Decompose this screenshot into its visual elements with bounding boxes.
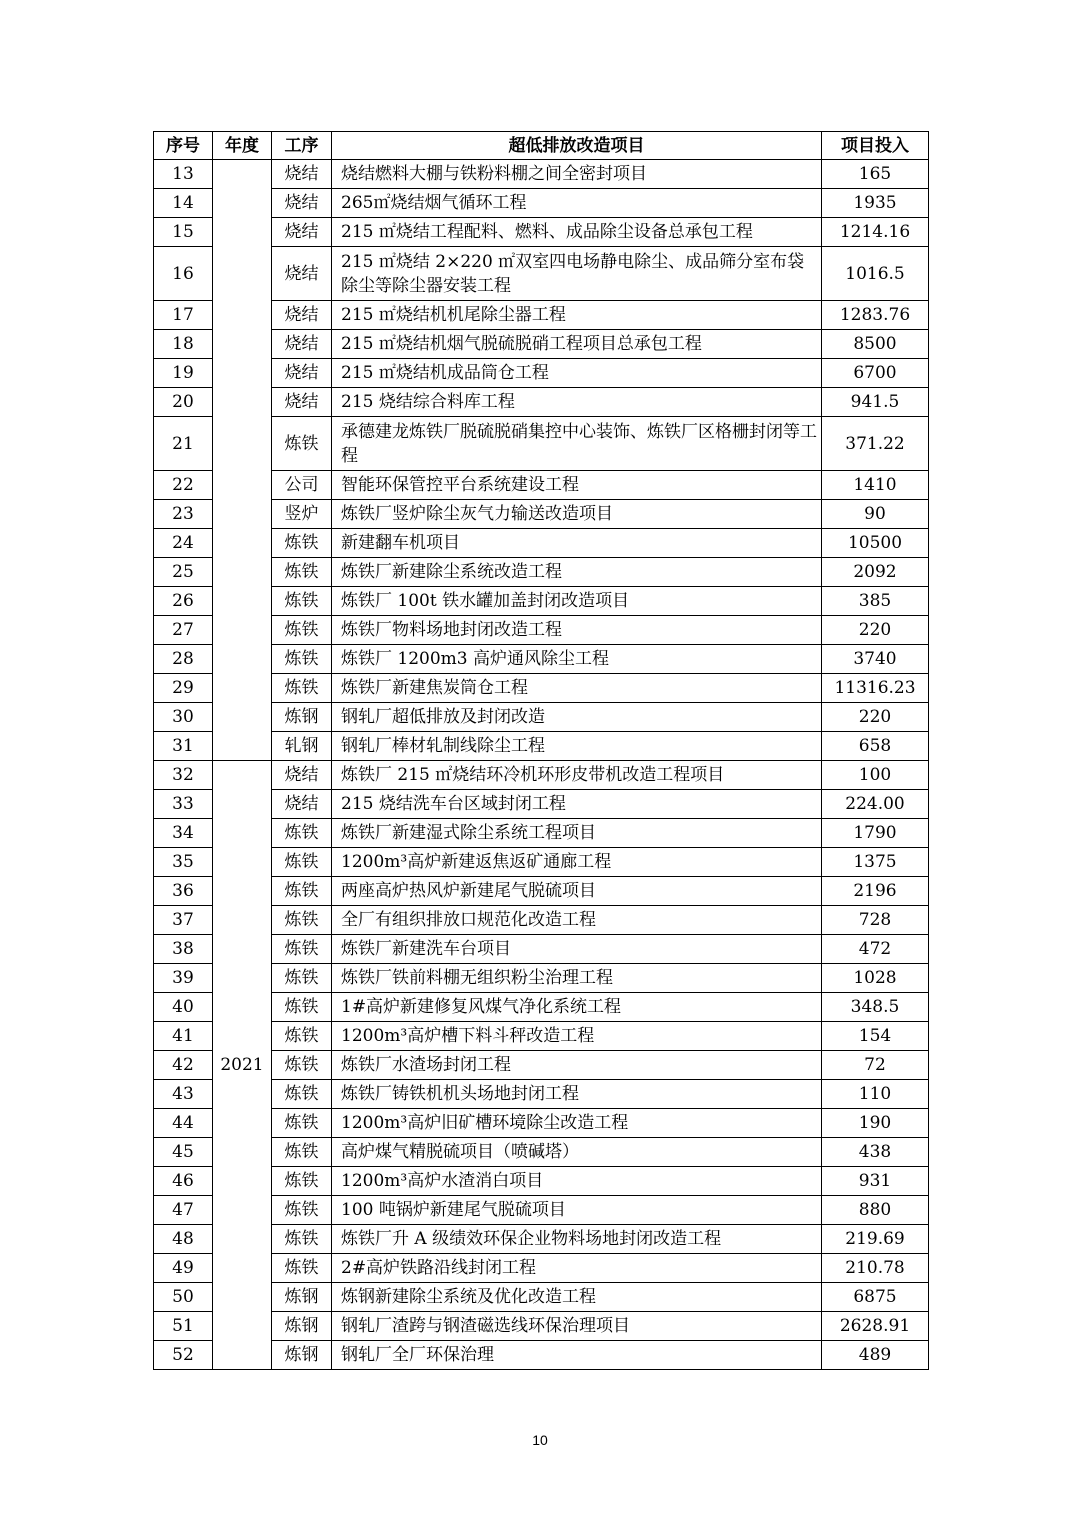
project-name: 智能环保管控平台系统建设工程 (332, 471, 822, 500)
project-name: 1200m³高炉旧矿槽环境除尘改造工程 (332, 1109, 822, 1138)
investment-value: 1016.5 (822, 247, 929, 301)
header-process: 工序 (272, 132, 332, 160)
process-cell: 炼铁 (272, 1080, 332, 1109)
process-cell: 炼铁 (272, 819, 332, 848)
project-name: 炼铁厂铁前料棚无组织粉尘治理工程 (332, 964, 822, 993)
row-number: 37 (154, 906, 213, 935)
row-number: 38 (154, 935, 213, 964)
row-number: 26 (154, 587, 213, 616)
investment-value: 438 (822, 1138, 929, 1167)
row-number: 24 (154, 529, 213, 558)
project-table (153, 131, 929, 1370)
project-name: 215 ㎡烧结机成品筒仓工程 (332, 359, 822, 388)
investment-value: 154 (822, 1022, 929, 1051)
process-cell: 烧结 (272, 388, 332, 417)
process-cell: 炼铁 (272, 1051, 332, 1080)
page-number: 10 (532, 1432, 548, 1448)
investment-value: 6875 (822, 1283, 929, 1312)
investment-value: 11316.23 (822, 674, 929, 703)
process-cell: 炼铁 (272, 645, 332, 674)
investment-value: 8500 (822, 330, 929, 359)
row-number: 43 (154, 1080, 213, 1109)
table-body (154, 160, 929, 1370)
investment-value: 6700 (822, 359, 929, 388)
process-cell: 炼铁 (272, 993, 332, 1022)
process-cell: 炼铁 (272, 1254, 332, 1283)
project-name: 1200m³高炉水渣消白项目 (332, 1167, 822, 1196)
year-cell: 2021 (213, 761, 272, 1370)
project-name: 烧结燃料大棚与铁粉料棚之间全密封项目 (332, 160, 822, 189)
project-name: 100 吨锅炉新建尾气脱硫项目 (332, 1196, 822, 1225)
project-name: 215 烧结综合料库工程 (332, 388, 822, 417)
project-name: 1#高炉新建修复风煤气净化系统工程 (332, 993, 822, 1022)
row-number: 23 (154, 500, 213, 529)
investment-value: 10500 (822, 529, 929, 558)
investment-value: 1283.76 (822, 301, 929, 330)
project-name: 炼铁厂 100t 铁水罐加盖封闭改造项目 (332, 587, 822, 616)
project-name: 炼铁厂 215 ㎡烧结环冷机环形皮带机改造工程项目 (332, 761, 822, 790)
investment-value: 1375 (822, 848, 929, 877)
process-cell: 烧结 (272, 790, 332, 819)
project-name: 215 ㎡烧结机烟气脱硫脱硝工程项目总承包工程 (332, 330, 822, 359)
investment-value: 658 (822, 732, 929, 761)
process-cell: 烧结 (272, 218, 332, 247)
process-cell: 炼铁 (272, 417, 332, 471)
row-number: 48 (154, 1225, 213, 1254)
project-name: 钢轧厂棒材轧制线除尘工程 (332, 732, 822, 761)
process-cell: 烧结 (272, 301, 332, 330)
row-number: 20 (154, 388, 213, 417)
row-number: 22 (154, 471, 213, 500)
project-name: 炼铁厂新建洗车台项目 (332, 935, 822, 964)
investment-value: 1790 (822, 819, 929, 848)
process-cell: 炼铁 (272, 935, 332, 964)
investment-value: 1028 (822, 964, 929, 993)
row-number: 17 (154, 301, 213, 330)
investment-value: 110 (822, 1080, 929, 1109)
investment-value: 880 (822, 1196, 929, 1225)
investment-value: 72 (822, 1051, 929, 1080)
process-cell: 公司 (272, 471, 332, 500)
investment-value: 224.00 (822, 790, 929, 819)
row-number: 51 (154, 1312, 213, 1341)
project-name: 全厂有组织排放口规范化改造工程 (332, 906, 822, 935)
process-cell: 炼铁 (272, 1138, 332, 1167)
process-cell: 炼钢 (272, 1312, 332, 1341)
process-cell: 烧结 (272, 160, 332, 189)
row-number: 33 (154, 790, 213, 819)
process-cell: 炼铁 (272, 1196, 332, 1225)
investment-value: 1935 (822, 189, 929, 218)
project-name: 炼铁厂铸铁机机头场地封闭工程 (332, 1080, 822, 1109)
process-cell: 烧结 (272, 359, 332, 388)
row-number: 31 (154, 732, 213, 761)
project-name: 炼铁厂升 A 级绩效环保企业物料场地封闭改造工程 (332, 1225, 822, 1254)
investment-value: 489 (822, 1341, 929, 1370)
project-name: 炼铁厂物料场地封闭改造工程 (332, 616, 822, 645)
project-name: 215 ㎡烧结工程配料、燃料、成品除尘设备总承包工程 (332, 218, 822, 247)
investment-value: 2628.91 (822, 1312, 929, 1341)
process-cell: 炼铁 (272, 848, 332, 877)
row-number: 27 (154, 616, 213, 645)
investment-value: 371.22 (822, 417, 929, 471)
project-name: 1200m³高炉新建返焦返矿通廊工程 (332, 848, 822, 877)
project-name: 2#高炉铁路沿线封闭工程 (332, 1254, 822, 1283)
row-number: 47 (154, 1196, 213, 1225)
project-name: 钢轧厂超低排放及封闭改造 (332, 703, 822, 732)
investment-value: 100 (822, 761, 929, 790)
row-number: 19 (154, 359, 213, 388)
investment-value: 348.5 (822, 993, 929, 1022)
row-number: 13 (154, 160, 213, 189)
process-cell: 烧结 (272, 247, 332, 301)
process-cell: 炼铁 (272, 1022, 332, 1051)
header-project: 超低排放改造项目 (332, 132, 822, 160)
project-name: 1200m³高炉槽下料斗秤改造工程 (332, 1022, 822, 1051)
investment-value: 165 (822, 160, 929, 189)
row-number: 25 (154, 558, 213, 587)
header-investment: 项目投入 (822, 132, 929, 160)
year-cell (213, 160, 272, 761)
project-name: 新建翻车机项目 (332, 529, 822, 558)
process-cell: 烧结 (272, 330, 332, 359)
row-number: 18 (154, 330, 213, 359)
investment-value: 2092 (822, 558, 929, 587)
row-number: 14 (154, 189, 213, 218)
process-cell: 炼钢 (272, 703, 332, 732)
row-number: 46 (154, 1167, 213, 1196)
investment-value: 220 (822, 703, 929, 732)
process-cell: 炼铁 (272, 1109, 332, 1138)
project-name: 承德建龙炼铁厂脱硫脱硝集控中心装饰、炼铁厂区格栅封闭等工程 (332, 417, 822, 471)
project-name: 215 ㎡烧结 2×220 ㎡双室四电场静电除尘、成品筛分室布袋除尘等除尘器安装工程 (332, 247, 822, 301)
project-name: 炼铁厂水渣场封闭工程 (332, 1051, 822, 1080)
project-name: 钢轧厂全厂环保治理 (332, 1341, 822, 1370)
project-name: 265㎡烧结烟气循环工程 (332, 189, 822, 218)
process-cell: 烧结 (272, 189, 332, 218)
process-cell: 炼铁 (272, 1225, 332, 1254)
row-number: 16 (154, 247, 213, 301)
row-number: 42 (154, 1051, 213, 1080)
project-name: 两座高炉热风炉新建尾气脱硫项目 (332, 877, 822, 906)
row-number: 52 (154, 1341, 213, 1370)
table-header-row (154, 132, 929, 160)
row-number: 39 (154, 964, 213, 993)
header-year: 年度 (213, 132, 272, 160)
row-number: 35 (154, 848, 213, 877)
row-number: 29 (154, 674, 213, 703)
investment-value: 90 (822, 500, 929, 529)
process-cell: 轧钢 (272, 732, 332, 761)
investment-value: 941.5 (822, 388, 929, 417)
row-number: 15 (154, 218, 213, 247)
process-cell: 炼铁 (272, 587, 332, 616)
process-cell: 炼铁 (272, 964, 332, 993)
project-name: 215 ㎡烧结机机尾除尘器工程 (332, 301, 822, 330)
process-cell: 炼铁 (272, 877, 332, 906)
row-number: 44 (154, 1109, 213, 1138)
row-number: 50 (154, 1283, 213, 1312)
investment-value: 385 (822, 587, 929, 616)
investment-value: 472 (822, 935, 929, 964)
investment-value: 728 (822, 906, 929, 935)
row-number: 40 (154, 993, 213, 1022)
row-number: 21 (154, 417, 213, 471)
process-cell: 炼铁 (272, 674, 332, 703)
project-name: 炼铁厂新建湿式除尘系统工程项目 (332, 819, 822, 848)
process-cell: 炼钢 (272, 1283, 332, 1312)
investment-value: 931 (822, 1167, 929, 1196)
project-name: 215 烧结洗车台区域封闭工程 (332, 790, 822, 819)
process-cell: 炼铁 (272, 616, 332, 645)
row-number: 30 (154, 703, 213, 732)
investment-value: 219.69 (822, 1225, 929, 1254)
row-number: 28 (154, 645, 213, 674)
investment-value: 190 (822, 1109, 929, 1138)
row-number: 41 (154, 1022, 213, 1051)
project-name: 炼铁厂新建焦炭筒仓工程 (332, 674, 822, 703)
project-name: 炼铁厂 1200m3 高炉通风除尘工程 (332, 645, 822, 674)
row-number: 32 (154, 761, 213, 790)
project-name: 炼铁厂竖炉除尘灰气力输送改造项目 (332, 500, 822, 529)
investment-value: 210.78 (822, 1254, 929, 1283)
project-name: 炼铁厂新建除尘系统改造工程 (332, 558, 822, 587)
row-number: 36 (154, 877, 213, 906)
table-row (154, 761, 929, 790)
project-name: 钢轧厂渣跨与钢渣磁选线环保治理项目 (332, 1312, 822, 1341)
investment-value: 3740 (822, 645, 929, 674)
process-cell: 炼铁 (272, 1167, 332, 1196)
process-cell: 炼铁 (272, 529, 332, 558)
row-number: 34 (154, 819, 213, 848)
project-name: 高炉煤气精脱硫项目（喷碱塔） (332, 1138, 822, 1167)
row-number: 49 (154, 1254, 213, 1283)
process-cell: 烧结 (272, 761, 332, 790)
investment-value: 2196 (822, 877, 929, 906)
investment-value: 1410 (822, 471, 929, 500)
investment-value: 1214.16 (822, 218, 929, 247)
process-cell: 竖炉 (272, 500, 332, 529)
process-cell: 炼钢 (272, 1341, 332, 1370)
process-cell: 炼铁 (272, 558, 332, 587)
header-no: 序号 (154, 132, 213, 160)
investment-value: 220 (822, 616, 929, 645)
table-row (154, 160, 929, 189)
project-name: 炼钢新建除尘系统及优化改造工程 (332, 1283, 822, 1312)
process-cell: 炼铁 (272, 906, 332, 935)
row-number: 45 (154, 1138, 213, 1167)
